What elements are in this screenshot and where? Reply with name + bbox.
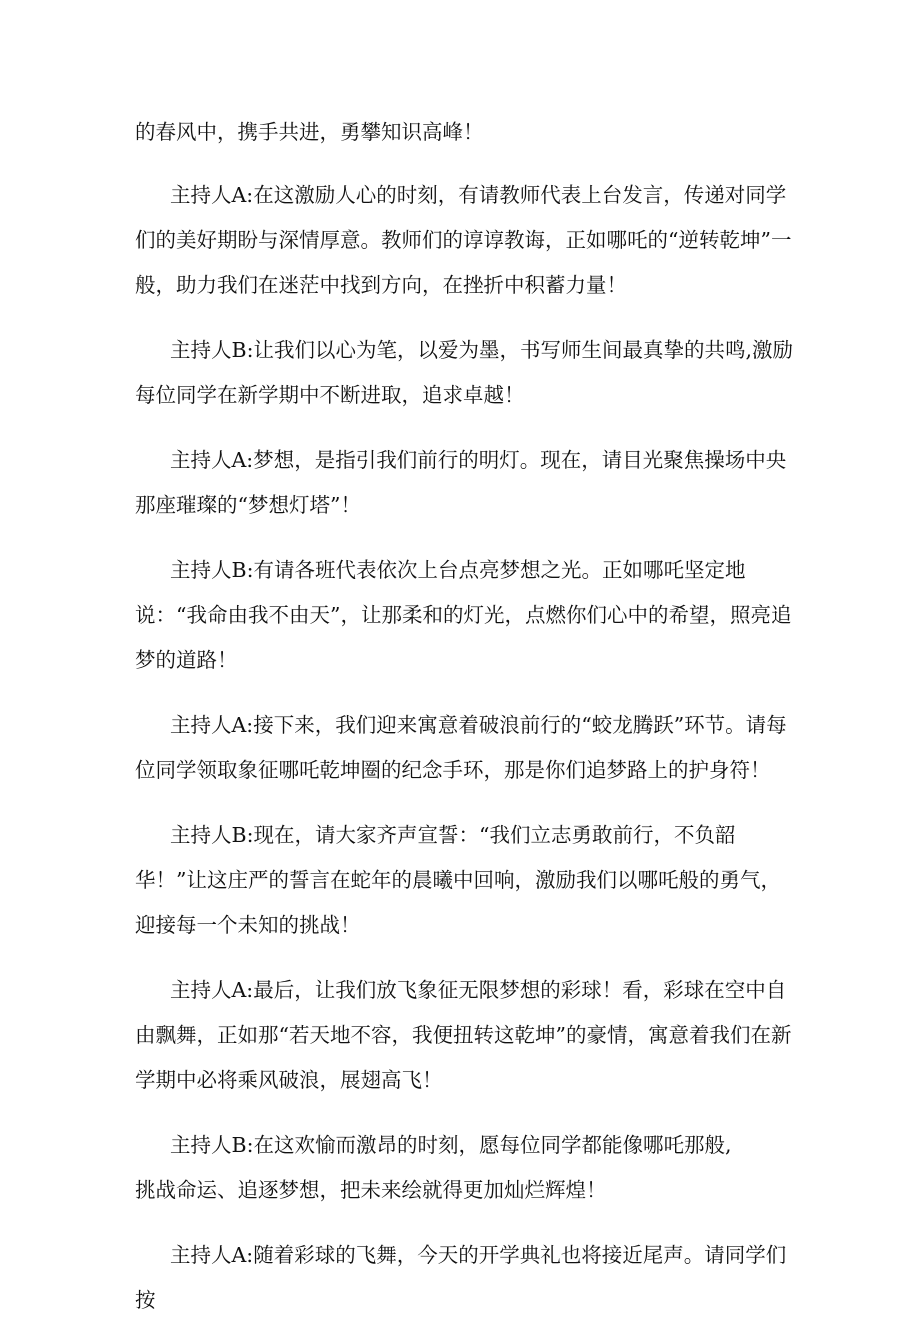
paragraph-host-a-teacher-speech: 主持人A:在这激励人心的时刻，有请教师代表上台发言，传递对同学们的美好期盼与深情厚意。教师们的谆谆教诲，正如哪吒的“逆转乾坤”一般，助力我们在迷茫中找到方向，在挫折中积蓄力量！ xyxy=(135,183,792,297)
paragraph-continuation: 的春风中，携手共进，勇攀知识高峰！ xyxy=(135,120,484,144)
paragraph-host-a-dream-lighthouse: 主持人A:梦想，是指引我们前行的明灯。现在，请目光聚焦操场中央那座璀璨的“梦想灯塔”！ xyxy=(135,448,787,517)
document-body xyxy=(135,110,795,1343)
paragraph-host-a-balloons: 主持人A:最后，让我们放飞象征无限梦想的彩球！看，彩球在空中自由飘舞，正如那“若天地不容，我便扭转这乾坤”的豪情，寓意着我们在新学期中必将乘风破浪，展翅高飞！ xyxy=(135,978,792,1092)
paragraph-host-a-closing: 主持人A:随着彩球的飞舞，今天的开学典礼也将接近尾声。请同学们按 xyxy=(135,1243,787,1312)
paragraph-host-b-joyful-moment: 主持人B:在这欢愉而激昂的时刻，愿每位同学都能像哪吒那般, 挑战命运、追逐梦想，把未来绘就得更加灿烂辉煌！ xyxy=(135,1133,732,1202)
paragraph-host-b-heart-pen: 主持人B:让我们以心为笔，以爱为墨，书写师生间最真挚的共鸣,激励每位同学在新学期中不断进取，追求卓越！ xyxy=(135,338,793,407)
paragraph-host-a-dragon-leap: 主持人A:接下来，我们迎来寓意着破浪前行的“蛟龙腾跃”环节。请每位同学领取象征哪吒乾坤圈的纪念手环，那是你们追梦路上的护身符！ xyxy=(135,713,787,782)
paragraph-host-b-oath: 主持人B:现在，请大家齐声宣誓：“我们立志勇敢前行，不负韶华！”让这庄严的誓言在蛇年的晨曦中回响，激励我们以哪吒般的勇气，迎接每一个未知的挑战！ xyxy=(135,823,781,937)
paragraph-host-b-light-dreams: 主持人B:有请各班代表依次上台点亮梦想之光。正如哪吒坚定地说：“我命由我不由天”，让那柔和的灯光，点燃你们心中的希望，照亮追梦的道路！ xyxy=(135,558,792,672)
